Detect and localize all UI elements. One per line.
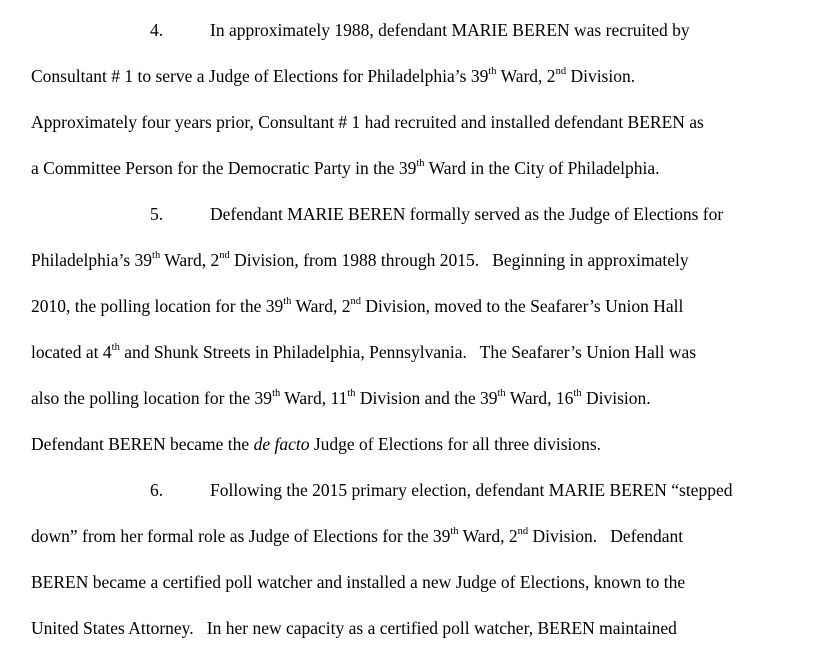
paragraph-5-line-4 xyxy=(31,342,696,362)
text-run: down” from her formal role as Judge of Elections for the 39 xyxy=(31,526,451,546)
paragraph-6-line-3 xyxy=(31,572,685,592)
paragraph-6-line-1 xyxy=(150,480,732,500)
superscript: nd xyxy=(350,296,361,308)
text-run: and Shunk Streets in Philadelphia, Pennsylvania. The Seafarer’s Union Hall was xyxy=(119,342,697,362)
text-run: Division, moved to the Seafarer’s Union Hall xyxy=(360,296,684,316)
superscript: th xyxy=(497,388,506,400)
text-run: Division and the 39 xyxy=(355,388,498,408)
italic-text: de facto xyxy=(253,434,310,454)
superscript: th xyxy=(152,250,161,262)
paragraph-5-line-5 xyxy=(31,388,651,408)
text-run: Ward, 2 xyxy=(160,250,220,270)
text-run: Consultant # 1 to serve a Judge of Elections for Philadelphia’s 39 xyxy=(31,66,489,86)
paragraph-4-line-4 xyxy=(31,158,660,178)
text-run: Philadelphia’s 39 xyxy=(31,250,153,270)
superscript: th xyxy=(111,342,120,354)
paragraph-4-line-1 xyxy=(150,20,690,40)
paragraph-6-line-2 xyxy=(31,526,683,546)
superscript: th xyxy=(283,296,292,308)
superscript: nd xyxy=(517,526,529,538)
text-run: Defendant MARIE BEREN formally served as the Judge of Elections for xyxy=(210,204,724,224)
text-run: Division, from 1988 through 2015. Beginning in approximately xyxy=(229,250,689,270)
text-run: Judge of Elections for all three divisions. xyxy=(309,434,602,454)
text-run: Ward, 2 xyxy=(291,296,351,316)
paragraph-number: 5. xyxy=(150,204,164,224)
text-run: Ward, 16 xyxy=(505,388,574,408)
paragraph-5-line-2 xyxy=(31,250,689,270)
text-run: a Committee Person for the Democratic Party in the 39 xyxy=(31,158,417,178)
text-run: Ward, 2 xyxy=(496,66,556,86)
superscript: th xyxy=(488,66,497,78)
text-run: Ward, 11 xyxy=(280,388,348,408)
paragraph-4-line-3 xyxy=(31,112,704,132)
text-run: Ward in the City of Philadelphia. xyxy=(424,158,660,178)
paragraph-5-line-6 xyxy=(31,434,601,454)
text-run: also the polling location for the 39 xyxy=(31,388,273,408)
text-run: Division. xyxy=(581,388,651,408)
superscript: th xyxy=(450,526,459,538)
text-run: Division. Defendant xyxy=(528,526,684,546)
superscript: nd xyxy=(555,66,567,78)
paragraph-5-line-3 xyxy=(31,296,683,316)
text-run: Ward, 2 xyxy=(458,526,518,546)
text-run: Following the 2015 primary election, defendant MARIE BEREN “stepped xyxy=(210,480,733,500)
text-run: United States Attorney. In her new capacity as a certified poll watcher, BEREN maintained xyxy=(31,618,677,638)
text-run: located at 4 xyxy=(31,342,112,362)
superscript: nd xyxy=(219,250,230,262)
superscript: th xyxy=(347,388,356,400)
text-run: Defendant BEREN became the xyxy=(31,434,254,454)
paragraph-4-line-2 xyxy=(31,66,635,86)
paragraph-number: 4. xyxy=(150,20,164,40)
text-run: Approximately four years prior, Consultant # 1 had recruited and installed defendant BEREN as xyxy=(31,112,704,132)
superscript: th xyxy=(573,388,582,400)
superscript: th xyxy=(272,388,281,400)
text-run: Division. xyxy=(566,66,636,86)
text-run: BEREN became a certified poll watcher and installed a new Judge of Elections, known to the xyxy=(31,572,686,592)
superscript: th xyxy=(416,158,425,170)
paragraph-5-line-1 xyxy=(150,204,723,224)
paragraph-number: 6. xyxy=(150,480,164,500)
text-run: 2010, the polling location for the 39 xyxy=(31,296,284,316)
text-run: In approximately 1988, defendant MARIE BEREN was recruited by xyxy=(210,20,690,40)
paragraph-6-line-4 xyxy=(31,618,677,638)
